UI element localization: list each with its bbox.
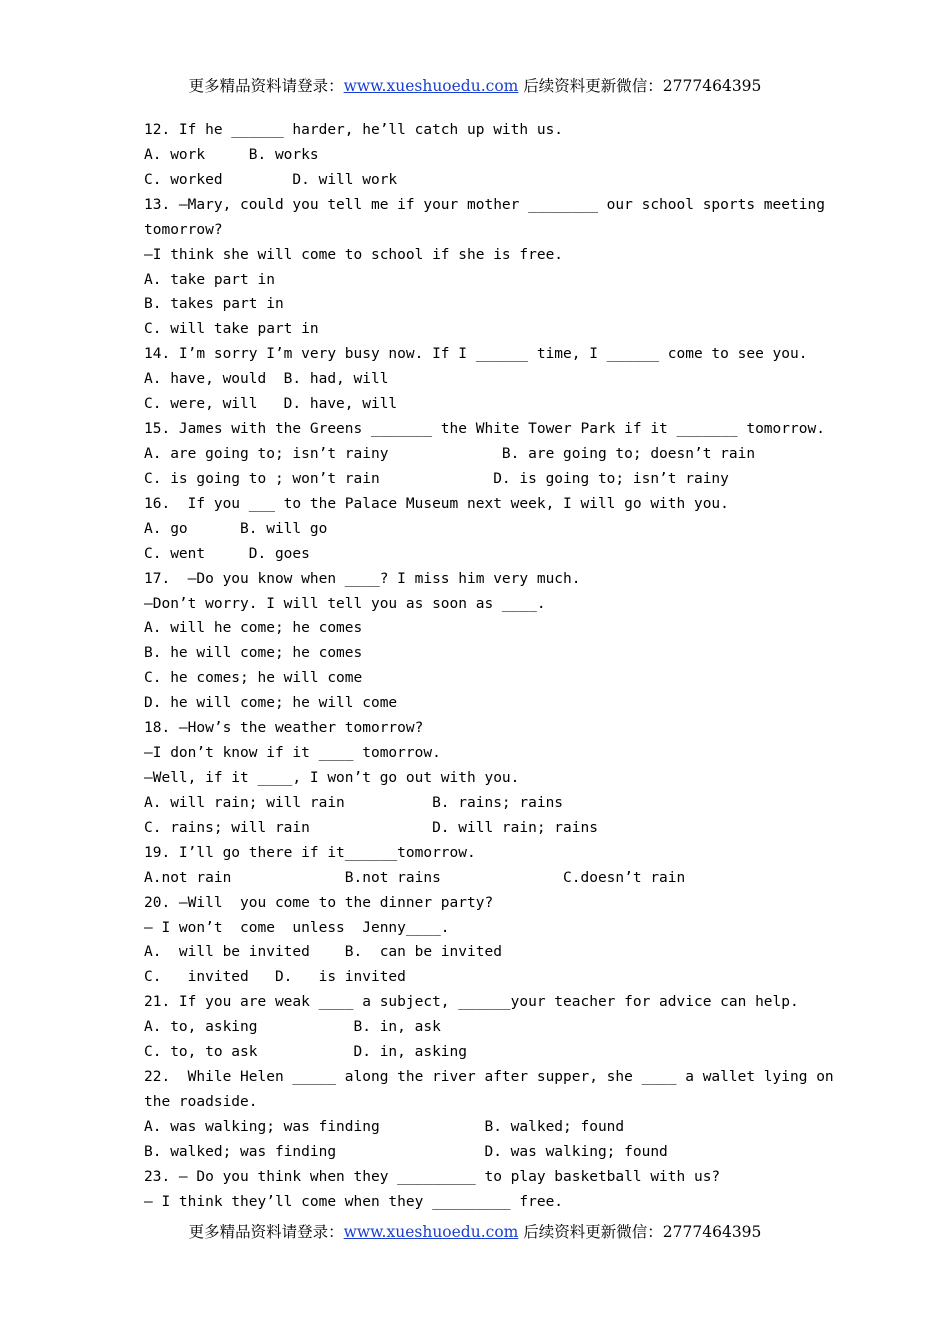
text-line: A. go B. will go (144, 520, 328, 537)
text-line: A. to, asking B. in, ask (144, 1019, 441, 1036)
text-line: —Well, if it ____, I won’t go out with you. (144, 769, 520, 786)
text-line: B. walked; was finding D. was walking; found (144, 1143, 668, 1160)
header-link[interactable]: www.xueshuoedu.com (343, 77, 519, 95)
text-line: C. were, will D. have, will (144, 396, 398, 413)
text-line: D. he will come; he will come (144, 695, 398, 712)
text-line: 21. If you are weak ____ a subject, ______your teacher for advice can help. (144, 994, 799, 1011)
text-line: A. will he come; he comes (144, 620, 363, 637)
text-line: A. will rain; will rain B. rains; rains (144, 794, 564, 811)
page-footer (0, 1220, 950, 1242)
text-line: C. worked D. will work (144, 171, 398, 188)
text-line: C. to, to ask D. in, asking (144, 1044, 468, 1061)
text-line: 13. —Mary, could you tell me if your mother ________ our school sports meeting (144, 196, 825, 213)
text-line: 22. While Helen _____ along the river after supper, she ____ a wallet lying on (144, 1069, 834, 1086)
text-line: 14. I’m sorry I’m very busy now. If I ______ time, I ______ come to see you. (144, 346, 808, 363)
question-list (144, 118, 834, 1215)
text-line: — I think they’ll come when they _________ free. (144, 1193, 564, 1210)
footer-prefix: 更多精品资料请登录： (188, 1223, 344, 1241)
text-line: tomorrow? (144, 221, 223, 238)
text-line: B. he will come; he comes (144, 645, 363, 662)
text-line: the roadside. (144, 1093, 258, 1110)
text-line: —Don’t worry. I will tell you as soon as ____. (144, 595, 546, 612)
text-line: A. was walking; was finding B. walked; found (144, 1118, 625, 1135)
footer-link[interactable]: www.xueshuoedu.com (343, 1223, 519, 1241)
text-line: —I think she will come to school if she is free. (144, 246, 564, 263)
text-line: 23. — Do you think when they _________ to play basketball with us? (144, 1168, 721, 1185)
text-line: 16. If you ___ to the Palace Museum next week, I will go with you. (144, 495, 729, 512)
text-line: A. take part in (144, 271, 275, 288)
text-line: 18. —How’s the weather tomorrow? (144, 720, 424, 737)
text-line: C. will take part in (144, 321, 319, 338)
text-line: — I won’t come unless Jenny____. (144, 919, 450, 936)
text-line: A.not rain B.not rains C.doesn’t rain (144, 869, 686, 886)
text-line: C. went D. goes (144, 545, 310, 562)
text-line: C. is going to ; won’t rain D. is going to; isn’t rainy (144, 470, 729, 487)
text-line: 12. If he ______ harder, he’ll catch up with us. (144, 122, 564, 138)
text-line: C. he comes; he will come (144, 670, 363, 687)
text-line: 15. James with the Greens _______ the White Tower Park if it _______ tomorrow. (144, 421, 825, 438)
text-line: 17. —Do you know when ____? I miss him very much. (144, 570, 581, 587)
footer-suffix: 后续资料更新微信：2777464395 (518, 1223, 762, 1241)
text-line: A. work B. works (144, 146, 319, 163)
text-line: B. takes part in (144, 296, 284, 313)
text-line: A. are going to; isn’t rainy B. are going to; doesn’t rain (144, 445, 756, 462)
header-suffix: 后续资料更新微信：2777464395 (518, 77, 762, 95)
text-line: 20. —Will you come to the dinner party? (144, 894, 494, 911)
text-line: C. rains; will rain D. will rain; rains (144, 819, 598, 836)
page-header (0, 74, 950, 96)
text-line: C. invited D. is invited (144, 969, 406, 986)
text-line: 19. I’ll go there if it______tomorrow. (144, 844, 476, 861)
text-line: —I don’t know if it ____ tomorrow. (144, 745, 441, 762)
header-prefix: 更多精品资料请登录： (188, 77, 344, 95)
text-line: A. have, would B. had, will (144, 371, 389, 388)
text-line: A. will be invited B. can be invited (144, 944, 502, 961)
